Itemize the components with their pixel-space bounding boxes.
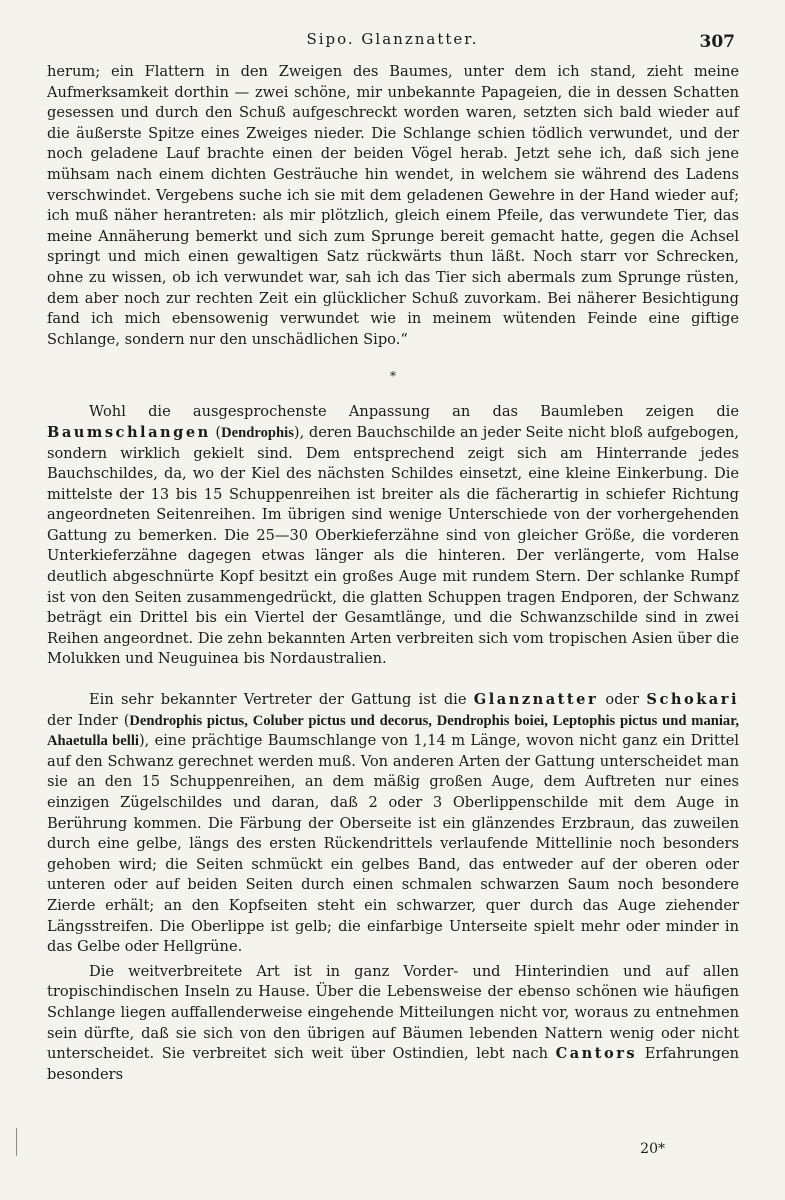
paragraph-text: Ein sehr bekannter Vertreter der Gattung ist die — [89, 691, 474, 709]
term-cantor: Cantors — [555, 1045, 638, 1063]
term-glanznatter: Glanznatter — [473, 691, 599, 709]
paragraph-text: Die weitverbreitete Art ist in ganz Vorder- und Hinterindien und auf allen tropischindischen Inseln zu Hause. Über die Lebensweise der ebenso schönen wie häufigen Schlange liegen auffallenderweise eingehende Mitteilungen nicht vor, woraus zu entnehmen sein dürfte, daß sie sich von den übrigen auf Bäumen lebenden Nattern wenig oder nicht unterscheidet. Sie verbreitet sich weit über Ostindien, lebt nach — [47, 962, 739, 1063]
paragraph-text: oder — [598, 691, 647, 709]
term-baumschlangen: Baumschlangen — [47, 423, 211, 441]
paragraph-text: Erfahrungen besonders — [47, 1045, 740, 1083]
paragraph-text: Wohl die ausgesprochenste Anpassung an das Baumleben zeigen die — [89, 403, 739, 421]
paragraph-text: ), deren Bauchschilde an jeder Seite nicht bloß aufgebogen, sondern wirklich gekielt sind. Dem entsprechend zeigt sich am Hinterrande jedes Bauchschildes, da, wo der Kiel des nächsten Schildes einsetzt, eine kleine Einkerbung. Die mittelste der 13 bis 15 Schuppenreihen ist breiter als die fächerartig in schiefer Richtung angeordneten Seitenreihen. Im übrigen sind wenige Unterschiede von der vorhergehenden Gattung zu bemerken. Die 25—30 Oberkieferzähne sind von gleicher Größe, die vorderen Unterkieferzähne dagegen etwas länger als die hinteren. Der verlängerte, vom Halse deutlich abgeschnürte Kopf besitzt ein großes Auge mit rundem Stern. Der schlanke Rumpf ist von den Seiten zusammengedrückt, die glatten Schuppen tragen Endporen, der Schwanz beträgt ein Drittel bis ein Viertel der Gesamtlänge, und die Schwanzschilde sind in zwei Reihen angeordnet. Die zehn bekannten Arten verbreiten sich vom tropischen Asien über die Molukken und Neuguinea bis Nordaustralien. — [47, 423, 739, 668]
page-number: 307 — [699, 32, 735, 52]
paragraph-baumschlangen — [47, 402, 739, 670]
section-divider-asterisk: * — [390, 369, 396, 384]
term-schokari: Schokari — [646, 691, 739, 709]
signature-mark: 20* — [640, 1141, 665, 1157]
scan-edge-line — [16, 1128, 17, 1156]
latin-species-names: Dendrophis pictus, Coluber pictus und decorus, Dendrophis boiei, Leptophis pictus und maniar, Ahaetulla belli — [47, 712, 739, 750]
paragraph-glanznatter — [47, 690, 739, 958]
page-body — [47, 62, 739, 1085]
paragraph-gap — [47, 670, 739, 690]
paragraph-text: ( — [210, 423, 222, 441]
paragraph-verbreitung — [47, 962, 739, 1086]
paragraph-text: der Inder ( — [47, 711, 130, 729]
paragraph-quote-continuation: herum; ein Flattern in den Zweigen des Baumes, unter dem ich stand, zieht meine Aufmerksamkeit dorthin — zwei schöne, mir unbekannte Papageien, die in dessen Schatten gesessen und durch den Schuß aufgeschreckt worden waren, setzten sich bald wieder auf die äußerste Spitze eines Zweiges nieder. Die Schlange schien tödlich verwundet, und der noch geladene Lauf brachte einen der beiden Vögel herab. Jetzt sehe ich, daß sich jene mühsam nach einem dichten Gesträuche hin wendet, in welchem sie während des Ladens verschwindet. Vergebens suche ich sie mit dem geladenen Gewehre in der Hand wieder auf; ich muß näher herantreten: als mir plötzlich, gleich einem Pfeile, das verwundete Tier, das meine Annäherung bemerkt und sich zum Sprunge bereit gemacht hatte, gegen die Achsel springt und mich einen gewaltigen Satz rückwärts thun läßt. Noch starr vor Schrecken, ohne zu wissen, ob ich verwundet war, sah ich das Tier sich abermals zum Sprunge rüsten, dem aber noch zur rechten Zeit ein glücklicher Schuß zuvorkam. Bei näherer Besichtigung fand ich mich ebensowenig verwundet wie in meinem wütenden Feinde eine giftige Schlange, sondern nur den unschädlichen Sipo.“ — [47, 63, 739, 348]
paragraph-text: ), eine prächtige Baumschlange von 1,14 m Länge, wovon nicht ganz ein Drittel auf den Schwanz gerechnet werden muß. Von anderen Arten der Gattung unterscheidet man sie an den 15 Schuppenreihen, an dem mäßig großen Auge, dem Auftreten nur eines einzigen Zügelschildes und daran, daß 2 oder 3 Oberlippenschilde mit dem Auge in Berührung kommen. Die Färbung der Oberseite ist ein glänzendes Erzbraun, das zuweilen durch eine gelbe, längs des ersten Rückendrittels verlaufende Mittellinie noch besonders gehoben wird; die Seiten schmückt ein gelbes Band, das entweder auf der oberen oder unteren oder auf beiden Seiten durch einen schmalen schwarzen Saum noch besondere Zierde erhält; an den Kopfseiten steht ein schwarzer, quer durch das Auge ziehender Längsstreifen. Die Oberlippe ist gelb; die einfarbige Unterseite spielt mehr oder minder in das Gelbe oder Hellgrüne. — [47, 732, 739, 956]
latin-genus-dendrophis: Dendrophis — [221, 424, 294, 441]
running-head: Sipo. Glanznatter. — [306, 30, 479, 48]
